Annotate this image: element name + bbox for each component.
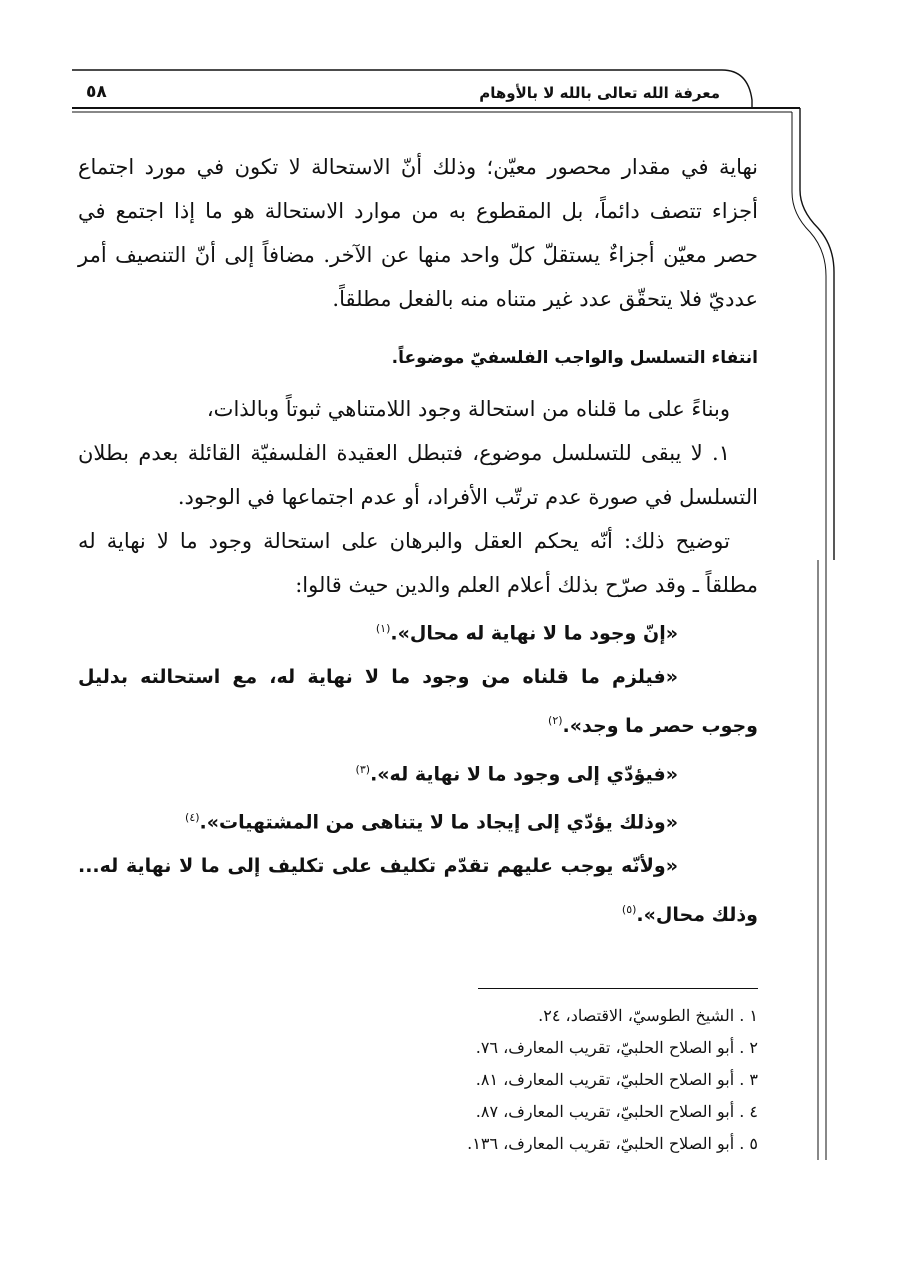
footnote-ref: (٤): [185, 810, 200, 824]
footnote-ref: (١): [375, 622, 391, 635]
quote-text: «فيؤدّي إلى وجود ما لا نهاية له».: [370, 762, 678, 785]
paragraph-2: وبناءً على ما قلناه من استحالة وجود اللامتناهي ثبوتاً وبالذات،: [206, 397, 730, 421]
quote-text: «وذلك يؤدّي إلى إيجاد ما لا يتناهى من المشتهيات».: [199, 811, 678, 834]
page-header: [80, 78, 720, 108]
page-number: ٥٨: [86, 82, 107, 102]
footnote-item: ٤ . أبو الصلاح الحلبيّ، تقريب المعارف، ٨٧.: [475, 1102, 758, 1121]
footnote-separator: [478, 988, 758, 989]
quote-3: [78, 748, 758, 796]
quote-2: [78, 655, 838, 747]
footnotes: [338, 1000, 758, 1160]
running-title: معرفة الله تعالى بالله لا بالأوهام: [479, 84, 720, 102]
section-heading: انتفاء التسلسل والواجب الفلسفيّ موضوعاً.: [391, 348, 758, 368]
footnote-item: ٢ . أبو الصلاح الحلبيّ، تقريب المعارف، ٧٦.: [475, 1038, 758, 1057]
paragraph-4: توضيح ذلك: أنّه يحكم العقل والبرهان على استحالة وجود ما لا نهاية له مطلقاً ـ وقد صرّح بذلك أعلام العلم والدين حيث قالوا:: [78, 529, 758, 597]
quote-1: [78, 607, 758, 655]
quote-text: «إنّ وجود ما لا نهاية له محال».: [390, 622, 678, 645]
paragraph-1: نهاية في مقدار محصور معيّن؛ وذلك أنّ الاستحالة لا تكون في مورد اجتماع أجزاء تتصف دائماً، بل المقطوع به من موارد الاستحالة هو ما إذا اجتمع في حصر معيّن أجزاءٌ يستقلّ كلّ واحد منها عن الآخر. مضافاً إلى أنّ التنصيف أمر عدديّ فلا يتحقّق عدد غير متناه منه بالفعل مطلقاً.: [78, 155, 758, 311]
quote-5: [78, 844, 838, 936]
footnote-item: ٣ . أبو الصلاح الحلبيّ، تقريب المعارف، ٨١.: [475, 1070, 758, 1089]
main-text: [78, 145, 758, 937]
quote-text: «فيلزم ما قلناه من وجود ما لا نهاية له، مع استحالته بدليل وجوب حصر ما وجد».: [78, 666, 758, 737]
footnote-ref: (٥): [621, 903, 637, 917]
footnote-item: ١ . الشيخ الطوسيّ، الاقتصاد، ٢٤.: [538, 1006, 758, 1025]
footnote-ref: (٢): [548, 714, 563, 728]
paragraph-3: ١. لا يبقى للتسلسل موضوع، فتبطل العقيدة الفلسفيّة القائلة بعدم بطلان التسلسل في صورة عدم ترتّب الأفراد، أو عدم اجتماعها في الوجود.: [78, 441, 758, 509]
quote-4: [78, 796, 758, 844]
footnote-item: ٥ . أبو الصلاح الحلبيّ، تقريب المعارف، ١٣٦.: [467, 1134, 758, 1153]
footnote-ref: (٣): [355, 762, 371, 776]
quote-text: «ولأنّه يوجب عليهم تقدّم تكليف على تكليف إلى ما لا نهاية له... وذلك محال».: [78, 855, 758, 926]
